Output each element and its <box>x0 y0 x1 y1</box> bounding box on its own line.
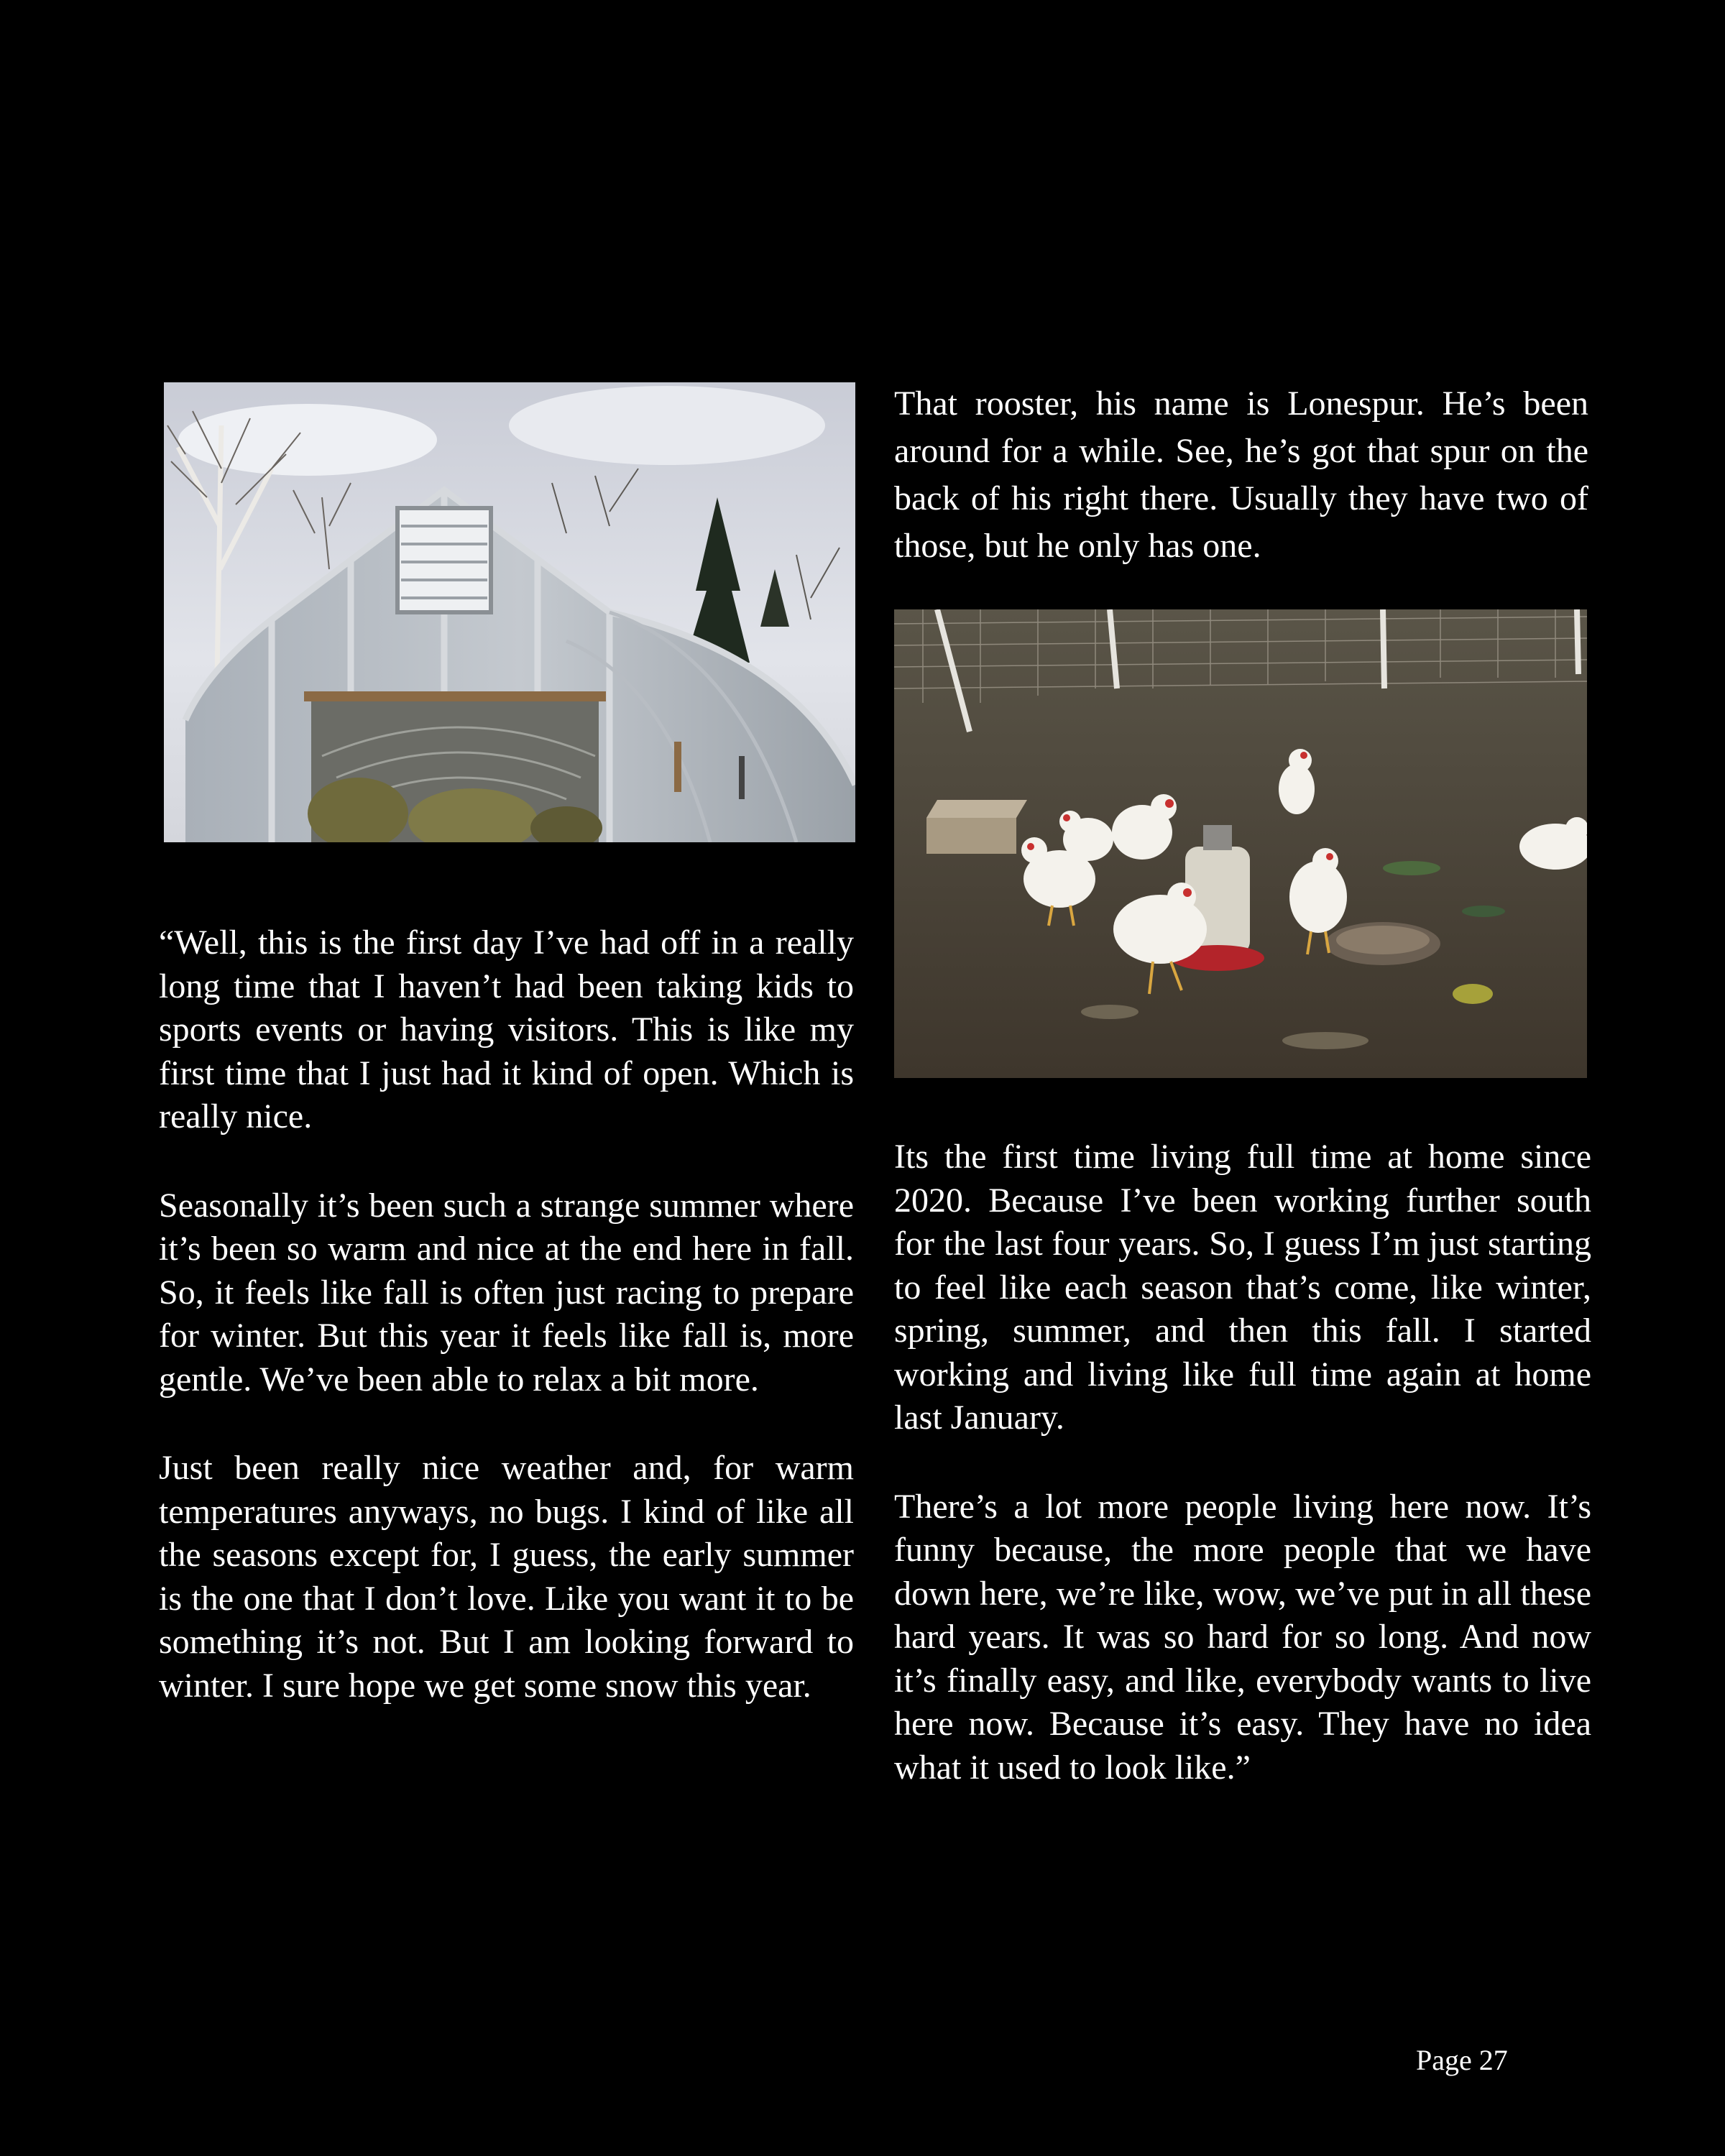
right-paragraph-2: There’s a lot more people living here now. It’s funny because, the more people that we have down here, we’re like, wow, we’ve put in all these hard years. It was so hard for so long. And now it’s finally easy, and like, everybody wants to live here now. Because it’s easy. They have no idea what it used to look like.” <box>894 1487 1591 1787</box>
chickens-photo <box>894 609 1587 1078</box>
greenhouse-photo <box>164 382 855 842</box>
left-paragraph-1: “Well, this is the first day I’ve had off in a really long time that I haven’t had been taking kids to sports events or having visitors. This is like my first time that I just had it kind of open. Which is really nice. <box>159 923 854 1135</box>
rooster-paragraph-text: That rooster, his name is Lonespur. He’s been around for a while. See, he’s got that spur on the back of his right there. Usually they have two of those, but he only has one. <box>894 384 1588 565</box>
right-column-text <box>894 1135 1591 1789</box>
left-column-text <box>159 921 854 1708</box>
right-paragraph-1: Its the first time living full time at home since 2020. Because I’ve been working further south for the last four years. So, I guess I’m just starting to feel like each season that’s come, like winter, spring, summer, and then this fall. I started working and living like full time again at home last January. <box>894 1138 1591 1437</box>
rooster-paragraph <box>894 380 1588 570</box>
left-paragraph-2: Seasonally it’s been such a strange summer where it’s been so warm and nice at the end here in fall. So, it feels like fall is often just racing to prepare for winter. But this year it feels like fall is, more gentle. We’ve been able to relax a bit more. <box>159 1186 854 1399</box>
page-number: Page 27 <box>1416 2044 1508 2076</box>
left-paragraph-3: Just been really nice weather and, for warm temperatures anyways, no bugs. I kind of like all the seasons except for, I guess, the early summer is the one that I don’t love. Like you want it to be something it’s not. But I am looking forward to winter. I sure hope we get some snow this year. <box>159 1449 854 1705</box>
